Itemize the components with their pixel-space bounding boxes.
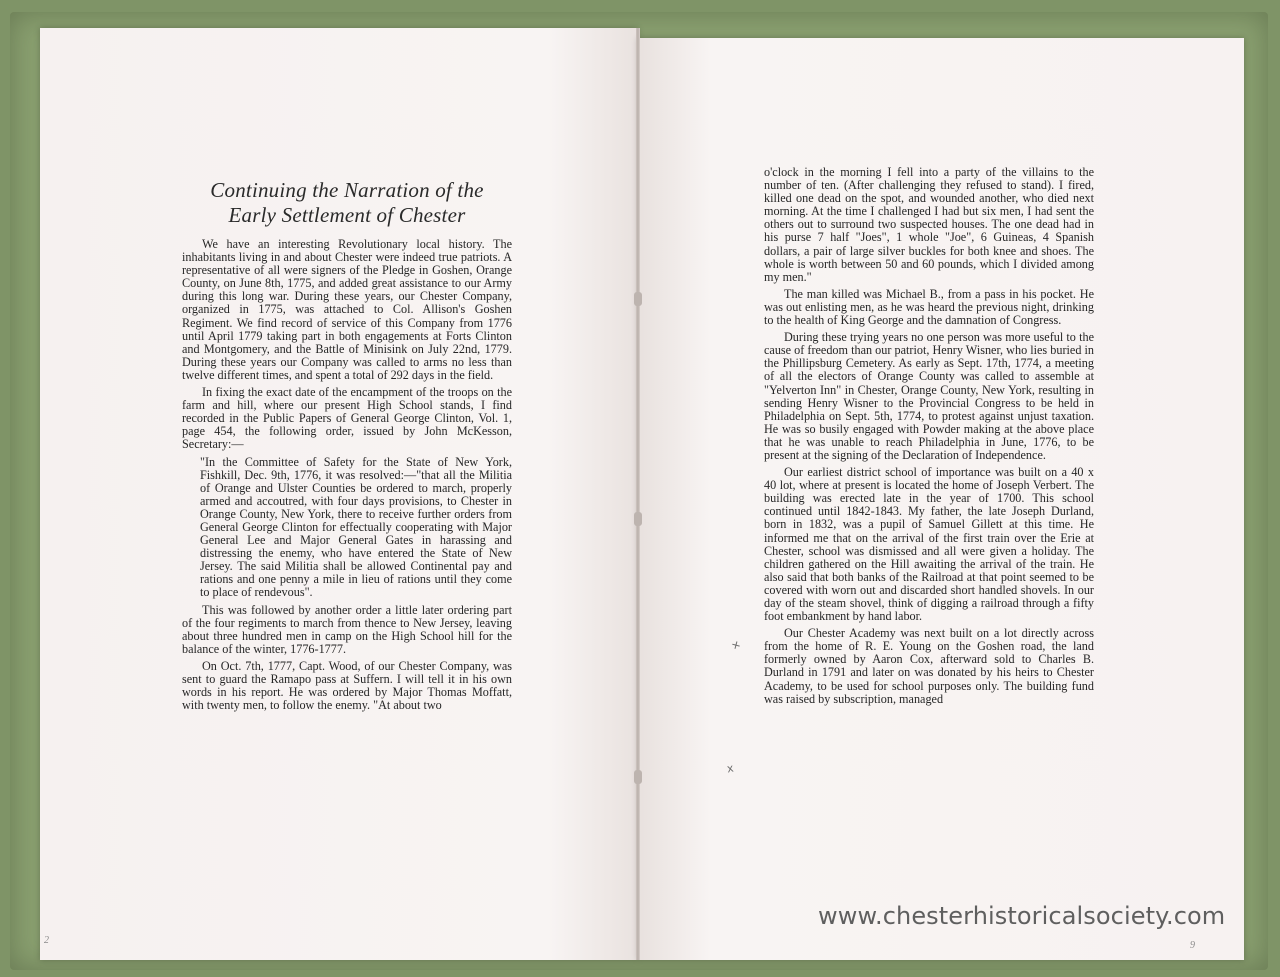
pencil-mark: x [725, 761, 735, 776]
site-watermark: www.chesterhistoricalsociety.com [818, 902, 1226, 930]
binding-gutter [636, 28, 640, 960]
paragraph: The man killed was Michael B., from a pass in his pocket. He was out enlisting men, as he was heard the previous night, drinking to the health of King George and the damnation of Congress. [764, 286, 1094, 328]
paragraph: o'clock in the morning I fell into a party of the villains to the number of ten. (After challenging they refused to stand). I fired, killed one dead on the spot, and wounded another, who died next morning. At the time I challenged I had but six men, I had sent the others out to surround two suspected houses. The one dead had in his purse 7 half "Joes", 1 whole "Joe", 6 Guineas, 4 Spanish dollars, a pair of large silver buckles for both knee and shoes. The whole is worth between 50 and 60 pounds, which I divided among my men." [764, 165, 1094, 284]
binding-staple [634, 292, 642, 306]
paragraph: During these trying years no one person was more useful to the cause of freedom than our patriot, Henry Wisner, who lies buried in the Phillipsburg Cemetery. As early as Sept. 17th, 1774, a meeting of all the electors of Orange County was called to assemble at "Yelverton Inn" in Chester, Orange County, New York, resulting in sending Henry Wisner to the Provincial Congress to be held in Philadelphia on Sept. 5th, 1774, to protest against unjust taxation. He was so busily engaged with Powder making at the above place that he was unable to reach Philadelphia in June, 1776, to be present at the signing of the Declaration of Independence. [764, 330, 1094, 462]
paragraph: On Oct. 7th, 1777, Capt. Wood, of our Chester Company, was sent to guard the Ramapo pass at Suffern. I will tell it in his own words in his report. He was ordered by Major Thomas Moffatt, with twenty men, to follow the enemy. "At about two [182, 658, 512, 713]
page-number-left: 2 [44, 935, 49, 946]
right-text-column [764, 166, 1094, 710]
paragraph: In fixing the exact date of the encampment of the troops on the farm and hill, where our present High School stands, I find recorded in the Public Papers of General George Clinton, Vol. 1, page 454, the following order, issued by John McKesson, Secretary:— [182, 385, 512, 452]
pencil-mark: + [729, 636, 743, 654]
quoted-order: "In the Committee of Safety for the State of New York, Fishkill, Dec. 9th, 1776, it was resolved:—"that all the Militia of Orange and Ulster Counties be ordered to march, properly armed and accoutred, with four days provisions, to Chester in Orange County, New York, there to receive further orders from General George Clinton for effectually cooperating with Major General Lee and Major General Gates in harassing and distressing the enemy, who have entered the State of New Jersey. The said Militia shall be allowed Continental pay and rations and one penny a mile in lieu of rations until they come to place of rendevous". [200, 454, 512, 600]
binding-staple [634, 512, 642, 526]
article-title [182, 178, 512, 228]
left-text-column [182, 238, 512, 716]
page-number-right: 9 [1190, 940, 1195, 951]
title-line: Continuing the Narration of the [210, 178, 484, 202]
title-line: Early Settlement of Chester [228, 203, 466, 227]
paragraph: Our earliest district school of importance was built on a 40 x 40 lot, where at present is located the home of Joseph Verbert. The building was erected late in the year of 1700. This school continued until 1842-1843. My father, the late Joseph Durland, born in 1832, was a pupil of Samuel Gillett at this time. He informed me that on the arrival of the first train over the Erie at Chester, school was dismissed and all were given a holiday. The children gathered on the Hill awaiting the arrival of the train. He also said that both banks of the Railroad at that point seemed to be covered with worn out and discarded short handled shovels. In our day of the steam shovel, think of digging a railroad through a fifty foot embankment by hand labor. [764, 465, 1094, 624]
binding-staple [634, 770, 642, 784]
paragraph: Our Chester Academy was next built on a lot directly across from the home of R. E. Young on the Goshen road, the land formerly owned by Aaron Cox, afterward sold to Charles B. Durland in 1791 and later on was donated by his heirs to Chester Academy, to be used for school purposes only. The building fund was raised by subscription, managed [764, 626, 1094, 706]
paragraph: We have an interesting Revolutionary local history. The inhabitants living in and about Chester were indeed true patriots. A representative of all were signers of the Pledge in Goshen, Orange County, on June 8th, 1775, and added great assistance to our Army during this long war. During these years, our Chester Company, organized in 1775, was attached to Col. Allison's Goshen Regiment. We find record of service of this Company from 1776 until April 1779 taking part in both engagements at Forts Clinton and Montgomery, and the Battle of Minisink on July 22nd, 1779. During these years our Company was called to arms no less than twelve different times, and spent a total of 292 days in the field. [182, 237, 512, 382]
paragraph: This was followed by another order a little later ordering part of the four regiments to march from thence to New Jersey, leaving about three hundred men in camp on the High School hill for the balance of the winter, 1776-1777. [182, 602, 512, 656]
